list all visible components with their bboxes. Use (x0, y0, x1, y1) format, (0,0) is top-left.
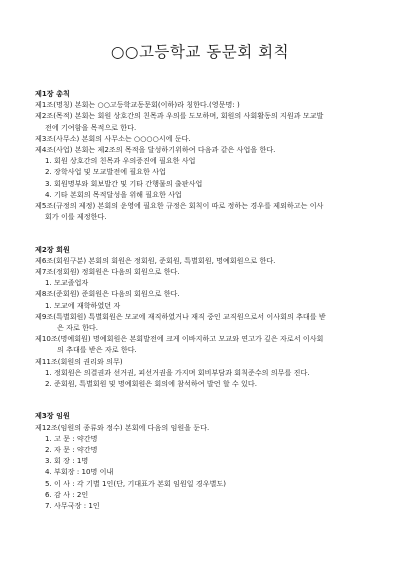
article-9-continued: 은 자로 한다. (57, 323, 99, 333)
article-6: 제6조(회원구분) 본회의 회원은 정회원, 준회원, 특별회원, 명예회원으로 한다. (35, 255, 276, 265)
article-2-continued: 전에 기여함을 목적으로 한다. (45, 122, 137, 132)
article-12-item: 3. 회 장 : 1명 (45, 456, 89, 466)
article-12: 제12조(임원의 종류와 정수) 본회에 다음의 임원을 둔다. (35, 422, 210, 432)
chapter-3-heading: 제3장 임원 (35, 411, 70, 421)
article-5: 제5조(규정의 제정) 본회의 운영에 필요한 규정은 회칙이 따로 정하는 경우를 제외하고는 이사 (35, 201, 324, 211)
article-4-item: 3. 회원명부와 회보발간 및 기타 간행물의 출판사업 (45, 178, 203, 188)
article-8-item: 1. 모교에 재학하였던 자 (45, 300, 121, 310)
article-11-item: 2. 준회원, 특별회원 및 명예회원은 회의에 참석하여 발언 할 수 있다. (45, 379, 257, 389)
article-7: 제7조(정회원) 정회원은 다음의 회원으로 한다. (35, 267, 180, 277)
article-4-item: 1. 회원 상호간의 친목과 우의증진에 필요한 사업 (45, 156, 196, 166)
article-7-item: 1. 모교졸업자 (45, 278, 89, 288)
article-12-item: 2. 자 문 : 약간명 (45, 445, 98, 455)
article-12-item: 7. 사무국장 : 1인 (45, 501, 100, 511)
article-1: 제1조(명칭) 본회는 ○○고등학교동문회(이하)라 칭한다.(영문명: ) (35, 100, 240, 110)
article-10: 제10조(명예회원) 명예회원은 본회발전에 크게 이바지하고 모교와 연고가 깊은 자로서 이사회 (35, 334, 324, 344)
document-body (35, 88, 370, 511)
article-12-item: 6. 감 사 : 2인 (45, 489, 89, 499)
article-12-item: 5. 이 사 : 각 기별 1인(단, 기대표가 본회 임원일 경우별도) (45, 478, 227, 488)
chapter-1-heading: 제1장 총칙 (35, 89, 70, 98)
article-4-item: 2. 장학사업 및 모교발전에 필요한 사업 (45, 167, 166, 177)
article-3: 제3조(사무소) 본회의 사무소는 ○○○○시에 둔다. (35, 133, 191, 143)
article-4-item: 4. 기타 본회의 목적달성을 위해 필요한 사업 (45, 189, 182, 199)
article-8: 제8조(준회원) 준회원은 다음의 회원으로 한다. (35, 289, 180, 299)
article-2: 제2조(목적) 본회는 회원 상호간의 친목과 우의를 도모하며, 회원의 사회활동의 지원과 모교발 (35, 111, 324, 121)
article-12-item: 4. 부회장 : 10명 이내 (45, 467, 114, 477)
article-9: 제9조(특별회원) 특별회원은 모교에 재직하였거나 재직 중인 교직원으로서 이사회의 추대를 받 (35, 311, 326, 321)
article-4: 제4조(사업) 본회는 제2조의 목적을 달성하기위하여 다음과 같은 사업을 한다. (35, 145, 276, 155)
chapter-2-heading: 제2장 회원 (35, 244, 70, 254)
article-11-item: 1. 정회원은 의결권과 선거권, 피선거권을 가지며 회비부담과 회칙준수의 의무를 진다. (45, 367, 310, 377)
article-12-item: 1. 고 문 : 약간명 (45, 433, 98, 443)
page-title: ○○고등학교 동문회 회칙 (110, 43, 290, 61)
article-10-continued: 의 추대를 받은 자로 한다. (57, 345, 137, 355)
article-5-continued: 회가 이를 제정한다. (45, 212, 107, 222)
article-11: 제11조(회원의 권리와 의무) (35, 356, 123, 366)
